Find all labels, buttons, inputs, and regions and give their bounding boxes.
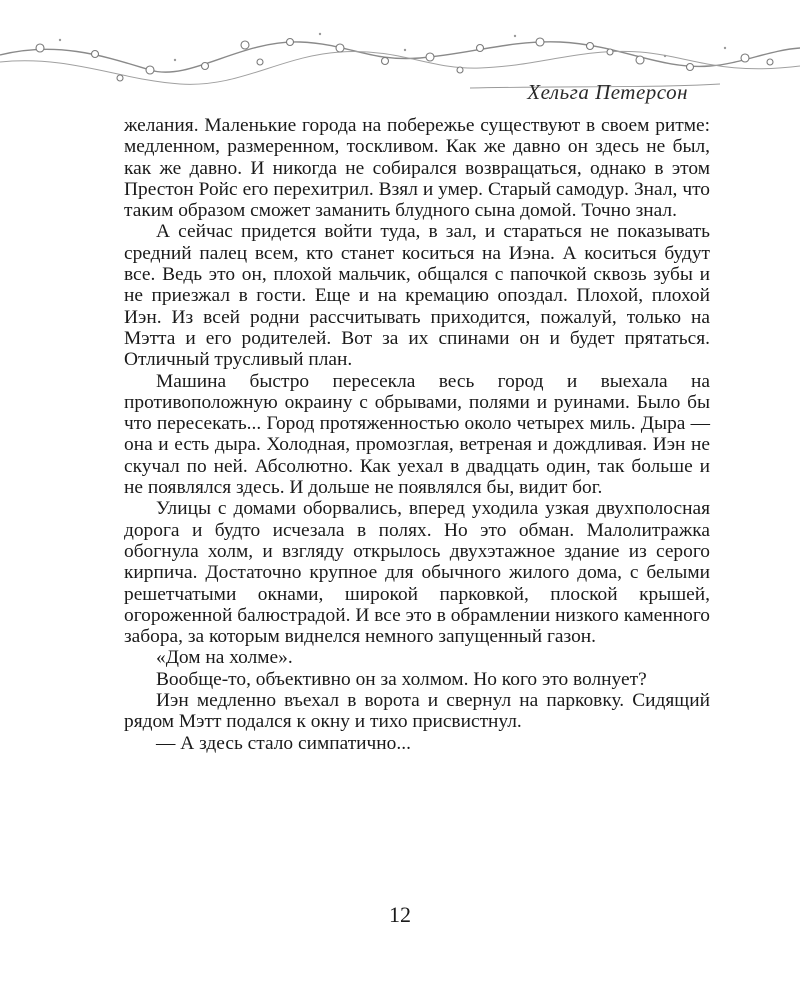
garland-sparkles xyxy=(59,33,726,61)
paragraph-7: Иэн медленно въехал в ворота и свернул на парковку. Сидящий рядом Мэтт подался к окну и тихо присвистнул. xyxy=(124,690,710,733)
paragraph-5: «Дом на холме». xyxy=(156,647,293,669)
running-header-author: Хельга Петерсон xyxy=(527,80,688,104)
garland-wire xyxy=(0,42,800,72)
paragraph-4: Улицы с домами оборвались, вперед уходила узкая двухполосная дорога и будто исчезала в полях. Но это обман. Малолитражка обогнула холм, и взгляду открылось двухэтажное здание из серого кирпича. Достаточно крупное для обычного жилого дома, с белыми решетчатыми окнами, широкой парковкой, плоской крышей, огороженной балюстрадой. И все это в обрамлении низкого каменного забора, за которым виднелся немного запущенный газон. xyxy=(124,498,710,648)
paragraph-2: А сейчас придется войти туда, в зал, и стараться не показывать средний палец всем, кто станет коситься на Иэна. А коситься будут все. Ведь это он, плохой мальчик, общался с папочкой сквозь зубы и не приезжал в гости. Еще и на кремацию опоздал. Плохой, плохой Иэн. Из всей родни рассчитывать приходится, пожалуй, только на Мэтта и его родителей. Вот за их спинами он и будет прятаться. Отличный трусливый план. xyxy=(124,221,710,371)
paragraph-1: желания. Маленькие города на побережье существуют в своем ритме: медленном, размеренном, тоскливом. Как же давно он здесь не был, как же давно. И никогда не собирался возвращаться, однако в этом Престон Ройс его перехитрил. Взял и умер. Старый самодур. Знал, что таким образом сможет заманить блудного сына домой. Точно знал. xyxy=(124,115,710,222)
page-number: 12 xyxy=(389,902,411,927)
paragraph-6: Вообще-то, объективно он за холмом. Но кого это волнует? xyxy=(156,668,647,690)
paragraph-3: Машина быстро пересекла весь город и выехала на противоположную окраину с обрывами, полями и руинами. Было бы что пересекать... Город протяженностью около четырех миль. Дыра — она и есть дыра. Холодная, промозглая, ветреная и дождливая. Иэн не скучал по ней. Абсолютно. Как уехал в двадцать один, так больше и не появлялся здесь. И дольше не появлялся бы, видит бог. xyxy=(124,370,710,499)
garland-bulbs xyxy=(36,38,773,81)
paragraph-8: — А здесь стало симпатично... xyxy=(156,732,411,754)
chapter-text xyxy=(124,115,710,754)
